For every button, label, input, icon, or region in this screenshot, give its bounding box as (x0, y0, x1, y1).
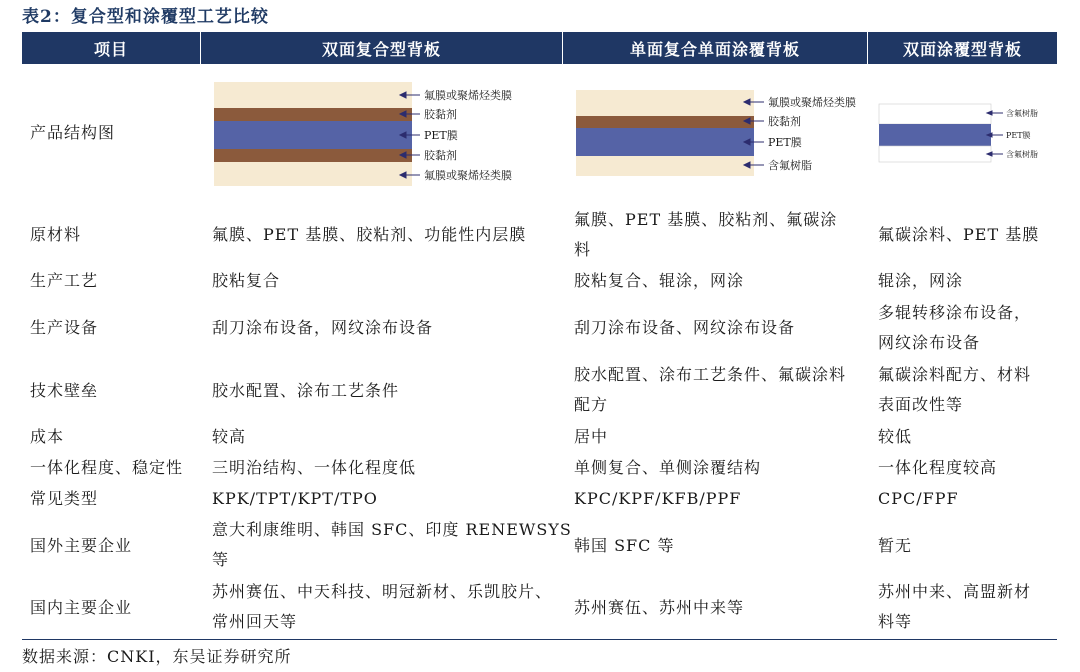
cell-value: 氟膜、PET 基膜、胶粘剂、功能性内层膜 (212, 225, 527, 244)
cell-value: 胶粘复合、辊涂，网涂 (574, 271, 745, 290)
diagram2-label: PET膜 (768, 136, 802, 149)
row-label: 一体化程度、稳定性 (30, 458, 184, 477)
cell-value: 单侧复合、单侧涂覆结构 (574, 458, 762, 477)
cell-value: 胶粘复合 (212, 271, 281, 290)
cell-value: 料等 (878, 612, 913, 631)
cell-value: 韩国 SFC 等 (574, 536, 675, 555)
source-note: 数据来源：CNKI，东吴证券研究所 (22, 647, 292, 666)
header-double-coating: 双面涂覆型背板 (868, 32, 1057, 64)
header-double-composite: 双面复合型背板 (201, 32, 562, 64)
cell-value: 苏州中来、高盟新材 (878, 582, 1032, 601)
cell-value: KPK/TPT/KPT/TPO (212, 489, 378, 508)
diagram2-label: 含氟树脂 (768, 159, 812, 172)
row-label: 常见类型 (30, 489, 99, 508)
cell-value: 一体化程度较高 (878, 458, 998, 477)
diagram1-label: PET膜 (424, 129, 458, 142)
row-label-structure: 产品结构图 (30, 123, 116, 142)
cell-value: 苏州赛伍、中天科技、明冠新材、乐凯胶片、 (212, 582, 553, 601)
structure-diagram-double-composite (212, 78, 557, 190)
cell-value: KPC/KPF/KFB/PPF (574, 489, 742, 508)
cell-value: 常州回天等 (212, 612, 298, 631)
diagram1-label: 胶黏剂 (424, 149, 457, 162)
row-label: 生产设备 (30, 318, 99, 337)
cell-value: 较高 (212, 427, 247, 446)
diagram1-label: 胶黏剂 (424, 108, 457, 121)
header-item: 项目 (22, 32, 200, 64)
row-label: 原材料 (30, 225, 82, 244)
cell-value: 表面改性等 (878, 395, 964, 414)
diagram1-label: 氟膜或聚烯烃类膜 (424, 89, 512, 102)
diagram3-label: 含氟树脂 (1006, 109, 1038, 118)
cell-value: 暂无 (878, 536, 913, 555)
diagram1-label: 氟膜或聚烯烃类膜 (424, 169, 512, 182)
cell-value: 氟碳涂料配方、材料 (878, 365, 1032, 384)
cell-value: 三明治结构、一体化程度低 (212, 458, 417, 477)
row-label: 技术壁垒 (30, 381, 99, 400)
table-title: 表2：复合型和涂覆型工艺比较 (22, 7, 269, 27)
row-label: 生产工艺 (30, 271, 99, 290)
cell-value: 网纹涂布设备 (878, 333, 981, 352)
cell-value: 苏州赛伍、苏州中来等 (574, 598, 745, 617)
cell-value: 等 (212, 550, 230, 569)
diagram2-label: 胶黏剂 (768, 115, 801, 128)
row-label: 国内主要企业 (30, 598, 133, 617)
cell-value: 刮刀涂布设备、网纹涂布设备 (574, 318, 796, 337)
structure-diagram-single-composite (574, 86, 864, 178)
cell-value: 氟膜、PET 基膜、胶粘剂、氟碳涂 (574, 210, 838, 229)
cell-value: 意大利康维明、韩国 SFC、印度 RENEWSYS (212, 520, 572, 539)
cell-value: 料 (574, 240, 592, 259)
cell-value: 配方 (574, 395, 609, 414)
cell-value: 胶水配置、涂布工艺条件、氟碳涂料 (574, 365, 847, 384)
cell-value: 刮刀涂布设备，网纹涂布设备 (212, 318, 434, 337)
diagram3-label: 含氟树脂 (1006, 150, 1038, 159)
cell-value: 氟碳涂料、PET 基膜 (878, 225, 1040, 244)
cell-value: CPC/FPF (878, 489, 959, 508)
row-label: 国外主要企业 (30, 536, 133, 555)
diagram3-label: PET膜 (1006, 131, 1031, 140)
cell-value: 辊涂，网涂 (878, 271, 964, 290)
table-bottom-rule (22, 639, 1057, 640)
header-single-composite-coating: 单面复合单面涂覆背板 (563, 32, 867, 64)
diagram2-label: 氟膜或聚烯烃类膜 (768, 96, 856, 109)
cell-value: 胶水配置、涂布工艺条件 (212, 381, 400, 400)
cell-value: 居中 (574, 427, 609, 446)
cell-value: 多辊转移涂布设备， (878, 303, 1032, 322)
cell-value: 较低 (878, 427, 913, 446)
structure-diagram-double-coating (877, 100, 1052, 166)
row-label: 成本 (30, 427, 65, 446)
